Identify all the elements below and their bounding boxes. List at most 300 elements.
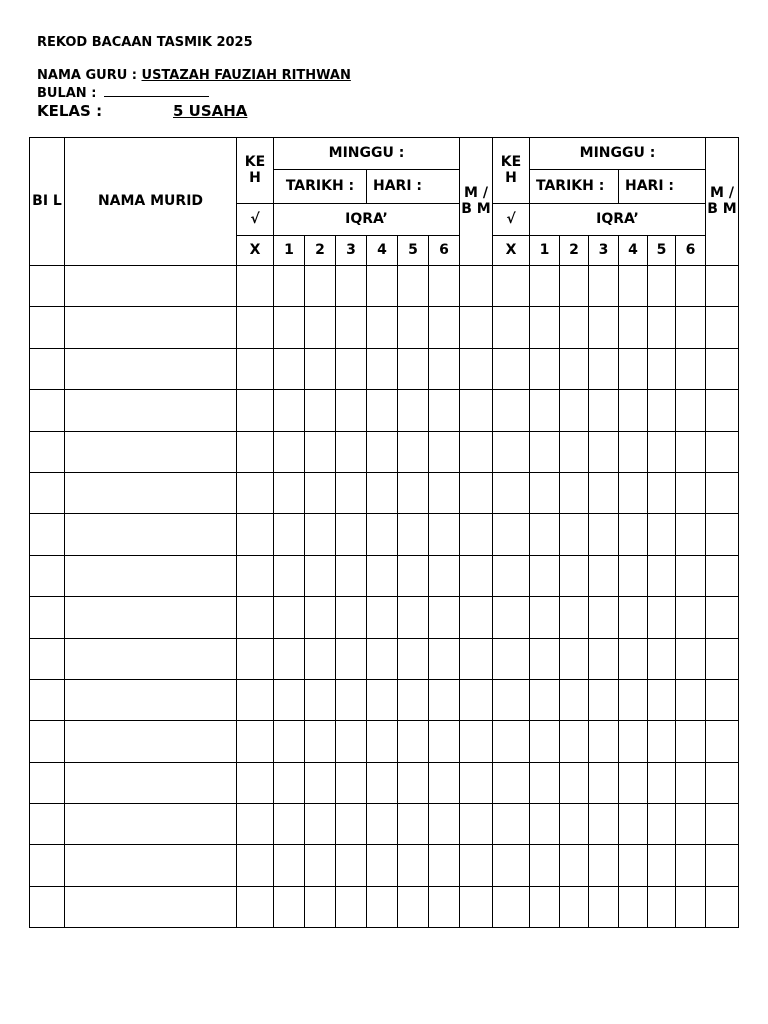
table-cell xyxy=(648,348,676,389)
table-cell xyxy=(589,390,619,431)
header-hari-2: HARI : xyxy=(619,170,706,204)
table-cell xyxy=(336,679,367,720)
table-cell xyxy=(429,845,460,886)
table-cell xyxy=(429,472,460,513)
table-cell xyxy=(589,762,619,803)
table-cell xyxy=(493,886,530,927)
table-cell xyxy=(493,472,530,513)
table-cell xyxy=(274,348,305,389)
table-cell xyxy=(305,597,336,638)
table-cell xyxy=(305,307,336,348)
table-cell xyxy=(237,514,274,555)
table-cell xyxy=(460,679,493,720)
table-cell xyxy=(676,804,706,845)
table-cell xyxy=(619,762,648,803)
table-cell xyxy=(398,348,429,389)
table-cell xyxy=(429,514,460,555)
table-cell xyxy=(398,555,429,596)
table-cell xyxy=(530,266,560,307)
table-cell xyxy=(676,472,706,513)
header-mbm: M / B M xyxy=(460,138,493,266)
table-cell xyxy=(305,845,336,886)
iqra-number: 4 xyxy=(619,236,648,266)
table-cell xyxy=(530,307,560,348)
table-cell xyxy=(274,886,305,927)
table-cell xyxy=(619,638,648,679)
table-cell xyxy=(619,679,648,720)
table-cell xyxy=(460,472,493,513)
table-cell xyxy=(648,804,676,845)
table-cell xyxy=(648,307,676,348)
table-row xyxy=(30,597,739,638)
table-cell xyxy=(398,845,429,886)
table-cell xyxy=(237,307,274,348)
table-row xyxy=(30,762,739,803)
table-cell xyxy=(493,348,530,389)
table-cell xyxy=(560,348,589,389)
table-row xyxy=(30,431,739,472)
iqra-number: 1 xyxy=(530,236,560,266)
table-cell xyxy=(274,762,305,803)
table-cell xyxy=(336,845,367,886)
header-cross-2: X xyxy=(493,236,530,266)
table-cell xyxy=(706,514,739,555)
table-cell xyxy=(560,845,589,886)
table-cell xyxy=(336,762,367,803)
table-cell xyxy=(619,431,648,472)
table-cell xyxy=(429,679,460,720)
table-cell xyxy=(429,804,460,845)
table-cell xyxy=(65,597,237,638)
table-cell xyxy=(560,472,589,513)
header-keh-2: KE H xyxy=(493,138,530,204)
table-cell xyxy=(30,390,65,431)
table-cell xyxy=(30,886,65,927)
header-minggu-2: MINGGU : xyxy=(530,138,706,170)
record-table xyxy=(29,137,739,928)
table-cell xyxy=(676,348,706,389)
table-cell xyxy=(648,638,676,679)
table-cell xyxy=(367,348,398,389)
table-cell xyxy=(367,555,398,596)
header-iqra-2: IQRA’ xyxy=(530,204,706,236)
iqra-number: 2 xyxy=(305,236,336,266)
table-cell xyxy=(237,762,274,803)
table-cell xyxy=(530,597,560,638)
table-cell xyxy=(65,472,237,513)
table-cell xyxy=(493,679,530,720)
table-cell xyxy=(30,307,65,348)
table-row xyxy=(30,638,739,679)
table-cell xyxy=(367,597,398,638)
table-cell xyxy=(589,721,619,762)
table-cell xyxy=(619,348,648,389)
header-keh: KE H xyxy=(237,138,274,204)
table-cell xyxy=(398,804,429,845)
table-cell xyxy=(65,845,237,886)
table-cell xyxy=(398,597,429,638)
iqra-number: 5 xyxy=(398,236,429,266)
table-cell xyxy=(676,307,706,348)
table-cell xyxy=(676,555,706,596)
table-cell xyxy=(493,555,530,596)
header-minggu: MINGGU : xyxy=(274,138,460,170)
table-cell xyxy=(619,514,648,555)
table-cell xyxy=(530,804,560,845)
table-cell xyxy=(706,597,739,638)
table-cell xyxy=(398,762,429,803)
table-cell xyxy=(648,679,676,720)
table-cell xyxy=(367,886,398,927)
table-cell xyxy=(706,886,739,927)
table-cell xyxy=(676,514,706,555)
header-nama-murid: NAMA MURID xyxy=(65,138,237,266)
table-cell xyxy=(676,886,706,927)
table-cell xyxy=(530,431,560,472)
table-cell xyxy=(274,638,305,679)
table-cell xyxy=(65,638,237,679)
table-cell xyxy=(305,762,336,803)
table-cell xyxy=(706,266,739,307)
table-cell xyxy=(619,266,648,307)
table-cell xyxy=(589,555,619,596)
table-cell xyxy=(648,886,676,927)
table-cell xyxy=(305,431,336,472)
table-cell xyxy=(367,390,398,431)
header-iqra: IQRA’ xyxy=(274,204,460,236)
table-cell xyxy=(676,266,706,307)
iqra-number: 2 xyxy=(560,236,589,266)
table-cell xyxy=(237,597,274,638)
table-cell xyxy=(305,804,336,845)
table-cell xyxy=(367,431,398,472)
iqra-number: 3 xyxy=(336,236,367,266)
table-cell xyxy=(589,348,619,389)
table-cell xyxy=(237,804,274,845)
table-cell xyxy=(648,472,676,513)
table-cell xyxy=(589,845,619,886)
table-cell xyxy=(706,472,739,513)
table-cell xyxy=(460,431,493,472)
table-cell xyxy=(398,886,429,927)
table-cell xyxy=(367,762,398,803)
table-cell xyxy=(274,597,305,638)
table-cell xyxy=(429,762,460,803)
table-cell xyxy=(493,390,530,431)
header-hari: HARI : xyxy=(367,170,460,204)
table-cell xyxy=(336,390,367,431)
table-cell xyxy=(367,307,398,348)
table-cell xyxy=(706,307,739,348)
table-cell xyxy=(237,679,274,720)
table-cell xyxy=(493,431,530,472)
table-cell xyxy=(589,886,619,927)
table-cell xyxy=(493,266,530,307)
table-cell xyxy=(429,597,460,638)
table-cell xyxy=(367,472,398,513)
iqra-number: 6 xyxy=(676,236,706,266)
table-cell xyxy=(530,514,560,555)
table-cell xyxy=(367,638,398,679)
table-cell xyxy=(706,845,739,886)
table-cell xyxy=(530,886,560,927)
table-cell xyxy=(65,679,237,720)
table-cell xyxy=(460,514,493,555)
header-tick: √ xyxy=(237,204,274,236)
table-cell xyxy=(274,390,305,431)
table-cell xyxy=(367,845,398,886)
table-row xyxy=(30,804,739,845)
table-cell xyxy=(30,431,65,472)
table-cell xyxy=(65,348,237,389)
table-cell xyxy=(676,638,706,679)
table-cell xyxy=(676,390,706,431)
table-cell xyxy=(493,638,530,679)
table-cell xyxy=(706,555,739,596)
table-cell xyxy=(560,431,589,472)
table-cell xyxy=(429,555,460,596)
iqra-number: 3 xyxy=(589,236,619,266)
table-cell xyxy=(305,679,336,720)
table-cell xyxy=(429,431,460,472)
table-cell xyxy=(336,886,367,927)
table-cell xyxy=(237,638,274,679)
table-cell xyxy=(274,514,305,555)
table-cell xyxy=(676,721,706,762)
iqra-number: 5 xyxy=(648,236,676,266)
table-cell xyxy=(706,721,739,762)
table-cell xyxy=(30,638,65,679)
table-cell xyxy=(648,390,676,431)
table-cell xyxy=(65,886,237,927)
table-cell xyxy=(648,266,676,307)
table-cell xyxy=(706,679,739,720)
table-cell xyxy=(648,762,676,803)
table-cell xyxy=(589,638,619,679)
table-cell xyxy=(706,804,739,845)
table-cell xyxy=(619,307,648,348)
table-cell xyxy=(65,721,237,762)
class-value: 5 USAHA xyxy=(173,102,248,120)
table-cell xyxy=(65,431,237,472)
table-cell xyxy=(336,266,367,307)
table-cell xyxy=(493,845,530,886)
table-cell xyxy=(429,266,460,307)
table-cell xyxy=(706,431,739,472)
table-cell xyxy=(65,266,237,307)
table-cell xyxy=(589,514,619,555)
table-cell xyxy=(530,845,560,886)
table-cell xyxy=(65,514,237,555)
table-cell xyxy=(274,472,305,513)
table-cell xyxy=(274,266,305,307)
table-cell xyxy=(460,348,493,389)
header-mbm-2: M / B M xyxy=(706,138,739,266)
table-cell xyxy=(460,390,493,431)
table-cell xyxy=(648,431,676,472)
table-cell xyxy=(336,514,367,555)
table-cell xyxy=(619,472,648,513)
table-cell xyxy=(305,638,336,679)
table-cell xyxy=(367,721,398,762)
table-cell xyxy=(237,555,274,596)
table-cell xyxy=(305,555,336,596)
header-tarikh-2: TARIKH : xyxy=(530,170,619,204)
table-cell xyxy=(336,804,367,845)
table-cell xyxy=(619,597,648,638)
table-cell xyxy=(65,390,237,431)
table-cell xyxy=(237,431,274,472)
table-cell xyxy=(429,721,460,762)
table-cell xyxy=(237,886,274,927)
table-cell xyxy=(237,472,274,513)
table-cell xyxy=(460,555,493,596)
table-row xyxy=(30,307,739,348)
table-cell xyxy=(493,721,530,762)
table-cell xyxy=(676,597,706,638)
table-cell xyxy=(429,307,460,348)
iqra-number: 6 xyxy=(429,236,460,266)
table-cell xyxy=(30,721,65,762)
header-tarikh: TARIKH : xyxy=(274,170,367,204)
table-cell xyxy=(676,762,706,803)
table-cell xyxy=(619,555,648,596)
table-cell xyxy=(706,762,739,803)
table-cell xyxy=(30,266,65,307)
table-cell xyxy=(274,431,305,472)
table-cell xyxy=(30,555,65,596)
table-cell xyxy=(460,804,493,845)
table-cell xyxy=(336,555,367,596)
table-cell xyxy=(398,307,429,348)
table-cell xyxy=(493,804,530,845)
table-cell xyxy=(274,679,305,720)
table-cell xyxy=(460,886,493,927)
table-cell xyxy=(367,266,398,307)
table-cell xyxy=(589,679,619,720)
table-cell xyxy=(398,266,429,307)
month-blank xyxy=(104,87,209,97)
table-cell xyxy=(398,638,429,679)
table-cell xyxy=(589,307,619,348)
table-cell xyxy=(367,514,398,555)
table-cell xyxy=(398,721,429,762)
table-cell xyxy=(305,886,336,927)
table-row xyxy=(30,266,739,307)
table-cell xyxy=(65,804,237,845)
table-cell xyxy=(560,886,589,927)
table-cell xyxy=(237,266,274,307)
table-cell xyxy=(648,845,676,886)
table-cell xyxy=(560,804,589,845)
table-cell xyxy=(336,597,367,638)
table-cell xyxy=(237,390,274,431)
table-cell xyxy=(560,307,589,348)
teacher-line xyxy=(37,69,351,82)
iqra-number: 1 xyxy=(274,236,305,266)
table-row xyxy=(30,472,739,513)
table-cell xyxy=(65,307,237,348)
table-cell xyxy=(30,762,65,803)
table-cell xyxy=(460,845,493,886)
table-cell xyxy=(65,555,237,596)
table-cell xyxy=(619,845,648,886)
table-cell xyxy=(305,514,336,555)
table-cell xyxy=(30,679,65,720)
table-cell xyxy=(429,348,460,389)
table-cell xyxy=(460,266,493,307)
table-row xyxy=(30,514,739,555)
table-cell xyxy=(560,762,589,803)
table-cell xyxy=(530,721,560,762)
table-cell xyxy=(619,886,648,927)
table-cell xyxy=(530,679,560,720)
table-cell xyxy=(560,266,589,307)
table-cell xyxy=(305,721,336,762)
table-cell xyxy=(305,266,336,307)
table-cell xyxy=(460,721,493,762)
table-cell xyxy=(30,472,65,513)
table-cell xyxy=(676,845,706,886)
table-cell xyxy=(30,804,65,845)
table-cell xyxy=(460,307,493,348)
table-cell xyxy=(460,638,493,679)
table-cell xyxy=(648,514,676,555)
table-cell xyxy=(336,472,367,513)
table-cell xyxy=(530,638,560,679)
table-cell xyxy=(619,804,648,845)
table-cell xyxy=(336,431,367,472)
header-bil: BI L xyxy=(30,138,65,266)
table-cell xyxy=(530,472,560,513)
table-cell xyxy=(589,472,619,513)
table-row xyxy=(30,886,739,927)
table-cell xyxy=(336,721,367,762)
table-cell xyxy=(305,390,336,431)
table-cell xyxy=(398,472,429,513)
table-cell xyxy=(305,348,336,389)
table-cell xyxy=(676,431,706,472)
table-cell xyxy=(560,555,589,596)
table-cell xyxy=(706,390,739,431)
table-row xyxy=(30,555,739,596)
table-cell xyxy=(65,762,237,803)
table-cell xyxy=(460,597,493,638)
table-row xyxy=(30,845,739,886)
table-cell xyxy=(648,597,676,638)
table-cell xyxy=(429,638,460,679)
table-cell xyxy=(30,597,65,638)
month-label: BULAN : xyxy=(37,86,97,101)
teacher-label: NAMA GURU : xyxy=(37,68,137,83)
table-cell xyxy=(648,721,676,762)
table-cell xyxy=(589,804,619,845)
header-tick-2: √ xyxy=(493,204,530,236)
table-cell xyxy=(460,762,493,803)
table-cell xyxy=(274,804,305,845)
table-cell xyxy=(429,886,460,927)
table-cell xyxy=(493,762,530,803)
table-cell xyxy=(493,514,530,555)
table-cell xyxy=(398,514,429,555)
table-cell xyxy=(676,679,706,720)
table-cell xyxy=(336,307,367,348)
iqra-number: 4 xyxy=(367,236,398,266)
table-cell xyxy=(336,638,367,679)
table-cell xyxy=(589,266,619,307)
table-cell xyxy=(619,721,648,762)
table-row xyxy=(30,679,739,720)
